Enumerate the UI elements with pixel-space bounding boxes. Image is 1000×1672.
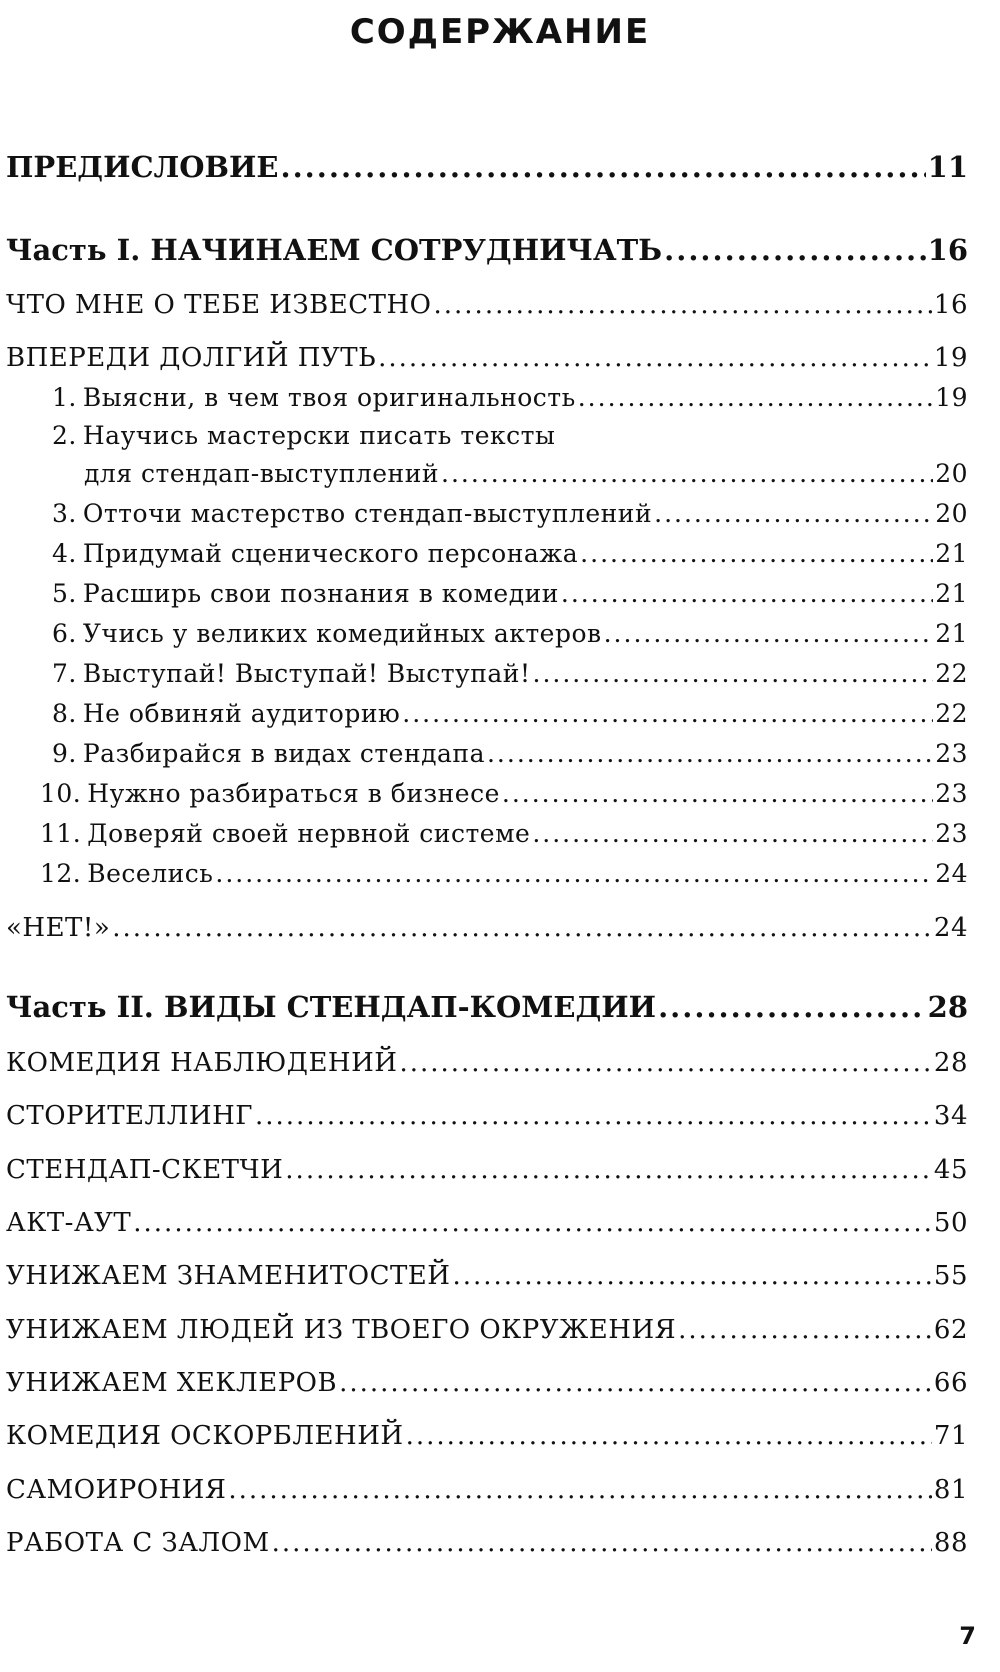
- toc-entry-page: 11: [927, 150, 968, 184]
- leader-dots: [272, 1528, 932, 1558]
- leader-dots: [533, 659, 934, 688]
- toc-section[interactable]: [6, 1261, 968, 1291]
- leader-dots: [434, 290, 932, 320]
- leader-dots: [578, 383, 933, 412]
- leader-dots: [215, 859, 933, 888]
- leader-dots: [441, 459, 933, 488]
- leader-dots: [133, 1208, 932, 1238]
- leader-dots: [378, 343, 932, 373]
- toc-entry-page: 21: [935, 619, 968, 648]
- toc-item-number: 9.: [52, 739, 77, 768]
- toc-entry-page: 16: [933, 290, 968, 320]
- toc-entry-page: 19: [935, 383, 968, 412]
- toc-section[interactable]: [6, 1101, 968, 1131]
- toc-section[interactable]: [6, 1315, 968, 1345]
- toc-entry-page: 23: [935, 819, 968, 848]
- toc-entry-label: Выясни, в чем твоя оригинальность: [82, 383, 576, 412]
- toc-entry-label: Расширь свои познания в комедии: [82, 579, 559, 608]
- leader-dots: [664, 233, 926, 267]
- toc-item-number: 7.: [52, 659, 77, 688]
- leader-dots: [561, 579, 933, 608]
- toc-entry-page: 50: [933, 1208, 968, 1238]
- toc-entry-label: Не обвиняй аудиторию: [82, 699, 401, 728]
- leader-dots: [255, 1101, 932, 1131]
- toc-item-number: 5.: [52, 579, 77, 608]
- toc-part-label: Часть I. НАЧИНАЕМ СОТРУДНИЧАТЬ: [6, 233, 663, 267]
- toc-section[interactable]: [6, 290, 968, 320]
- toc-item[interactable]: [52, 383, 968, 412]
- leader-dots: [654, 499, 933, 528]
- leader-dots: [580, 539, 933, 568]
- leader-dots: [112, 913, 932, 943]
- toc-item-first-line[interactable]: [52, 421, 555, 450]
- leader-dots: [228, 1475, 932, 1505]
- toc-item[interactable]: [52, 659, 968, 688]
- leader-dots: [285, 1155, 932, 1185]
- toc-section[interactable]: [6, 1475, 968, 1505]
- leader-dots: [402, 699, 933, 728]
- leader-dots: [406, 1421, 932, 1451]
- toc-item[interactable]: [52, 619, 968, 648]
- toc-entry-label: КОМЕДИЯ ОСКОРБЛЕНИЙ: [6, 1421, 404, 1451]
- toc-entry-page: 81: [933, 1475, 968, 1505]
- toc-item[interactable]: [52, 579, 968, 608]
- toc-item[interactable]: [40, 819, 968, 848]
- leader-dots: [604, 619, 934, 648]
- toc-item-number: 2.: [52, 421, 77, 450]
- toc-item[interactable]: [52, 499, 968, 528]
- toc-entry-label: ВПЕРЕДИ ДОЛГИЙ ПУТЬ: [6, 343, 377, 373]
- toc-entry-page: 21: [935, 539, 968, 568]
- toc-item[interactable]: [40, 859, 968, 888]
- leader-dots: [502, 779, 933, 808]
- toc-entry-label: Нужно разбираться в бизнесе: [87, 779, 500, 808]
- toc-entry-page: 71: [933, 1421, 968, 1451]
- toc-item-number: 4.: [52, 539, 77, 568]
- toc-entry-page: 24: [935, 859, 968, 888]
- toc-entry-page: 22: [935, 699, 968, 728]
- toc-entry-label: ЧТО МНЕ О ТЕБЕ ИЗВЕСТНО: [6, 290, 432, 320]
- toc-entry-label: САМОИРОНИЯ: [6, 1475, 227, 1505]
- leader-dots: [532, 819, 933, 848]
- page-title: СОДЕРЖАНИЕ: [349, 12, 651, 52]
- toc-part-1[interactable]: [6, 233, 968, 267]
- toc-section[interactable]: [6, 1155, 968, 1185]
- toc-part-page: 28: [927, 990, 968, 1024]
- toc-entry-page: 23: [935, 779, 968, 808]
- toc-entry-label-cont: для стендап-выступлений: [84, 459, 440, 488]
- toc-entry-label: УНИЖАЕМ ХЕКЛЕРОВ: [6, 1368, 338, 1398]
- leader-dots: [339, 1368, 932, 1398]
- toc-entry-label: АКТ-АУТ: [6, 1208, 132, 1238]
- toc-section[interactable]: [6, 343, 968, 373]
- toc-section[interactable]: [6, 913, 968, 943]
- toc-entry-label: Доверяй своей нервной системе: [87, 819, 531, 848]
- toc-item[interactable]: [52, 539, 968, 568]
- toc-entry-page: 66: [933, 1368, 968, 1398]
- leader-dots: [658, 990, 926, 1024]
- toc-entry-label: Научись мастерски писать тексты: [82, 421, 556, 450]
- toc-part-2[interactable]: [6, 990, 968, 1024]
- toc-entry-page: 45: [933, 1155, 968, 1185]
- toc-item-number: 12.: [40, 859, 82, 888]
- leader-dots: [280, 150, 925, 184]
- toc-entry-page: 19: [933, 343, 968, 373]
- toc-item-number: 10.: [40, 779, 82, 808]
- toc-entry-label: СТЕНДАП-СКЕТЧИ: [6, 1155, 284, 1185]
- toc-entry-label: Выступай! Выступай! Выступай!: [82, 659, 531, 688]
- toc-entry-page: 23: [935, 739, 968, 768]
- toc-section[interactable]: [6, 1048, 968, 1078]
- toc-section[interactable]: [6, 1421, 968, 1451]
- toc-entry-label: Веселись: [87, 859, 214, 888]
- toc-item[interactable]: [52, 699, 968, 728]
- leader-dots: [399, 1048, 931, 1078]
- toc-section[interactable]: [6, 1208, 968, 1238]
- toc-entry-page: 20: [935, 459, 968, 488]
- toc-item[interactable]: [52, 739, 968, 768]
- toc-entry-page: 21: [935, 579, 968, 608]
- page-number: 7: [959, 1622, 976, 1650]
- toc-entry-page: 55: [933, 1261, 968, 1291]
- toc-item-continuation[interactable]: [84, 459, 968, 488]
- toc-entry-label: «НЕТ!»: [6, 913, 111, 943]
- toc-part-page: 16: [927, 233, 968, 267]
- toc-item-number: 1.: [52, 383, 77, 412]
- toc-entry-label: Придумай сценического персонажа: [82, 539, 579, 568]
- toc-entry-page: 28: [933, 1048, 968, 1078]
- toc-entry-page: 88: [933, 1528, 968, 1558]
- toc-entry-page: 24: [933, 913, 968, 943]
- toc-entry-label: РАБОТА С ЗАЛОМ: [6, 1528, 270, 1558]
- toc-entry-label: ПРЕДИСЛОВИЕ: [6, 150, 279, 184]
- leader-dots: [487, 739, 933, 768]
- toc-section[interactable]: [6, 1368, 968, 1398]
- toc-entry-page: 34: [933, 1101, 968, 1131]
- toc-part-label: Часть II. ВИДЫ СТЕНДАП-КОМЕДИИ: [6, 990, 657, 1024]
- leader-dots: [452, 1261, 931, 1291]
- toc-entry-label: Отточи мастерство стендап-выступлений: [82, 499, 653, 528]
- toc-item-number: 11.: [40, 819, 82, 848]
- toc-entry-page: 22: [935, 659, 968, 688]
- leader-dots: [678, 1315, 932, 1345]
- toc-entry-label: КОМЕДИЯ НАБЛЮДЕНИЙ: [6, 1048, 398, 1078]
- toc-item[interactable]: [40, 779, 968, 808]
- toc-entry-label: УНИЖАЕМ ЗНАМЕНИТОСТЕЙ: [6, 1261, 451, 1291]
- toc-entry-label: Учись у великих комедийных актеров: [82, 619, 602, 648]
- toc-section[interactable]: [6, 1528, 968, 1558]
- toc-item-number: 6.: [52, 619, 77, 648]
- toc-entry-label: УНИЖАЕМ ЛЮДЕЙ ИЗ ТВОЕГО ОКРУЖЕНИЯ: [6, 1315, 677, 1345]
- toc-preface[interactable]: [6, 150, 968, 184]
- toc-entry-page: 62: [933, 1315, 968, 1345]
- toc-entry-label: Разбирайся в видах стендапа: [82, 739, 485, 768]
- toc-item-number: 3.: [52, 499, 77, 528]
- toc-entry-page: 20: [935, 499, 968, 528]
- toc-entry-label: СТОРИТЕЛЛИНГ: [6, 1101, 253, 1131]
- toc-item-number: 8.: [52, 699, 77, 728]
